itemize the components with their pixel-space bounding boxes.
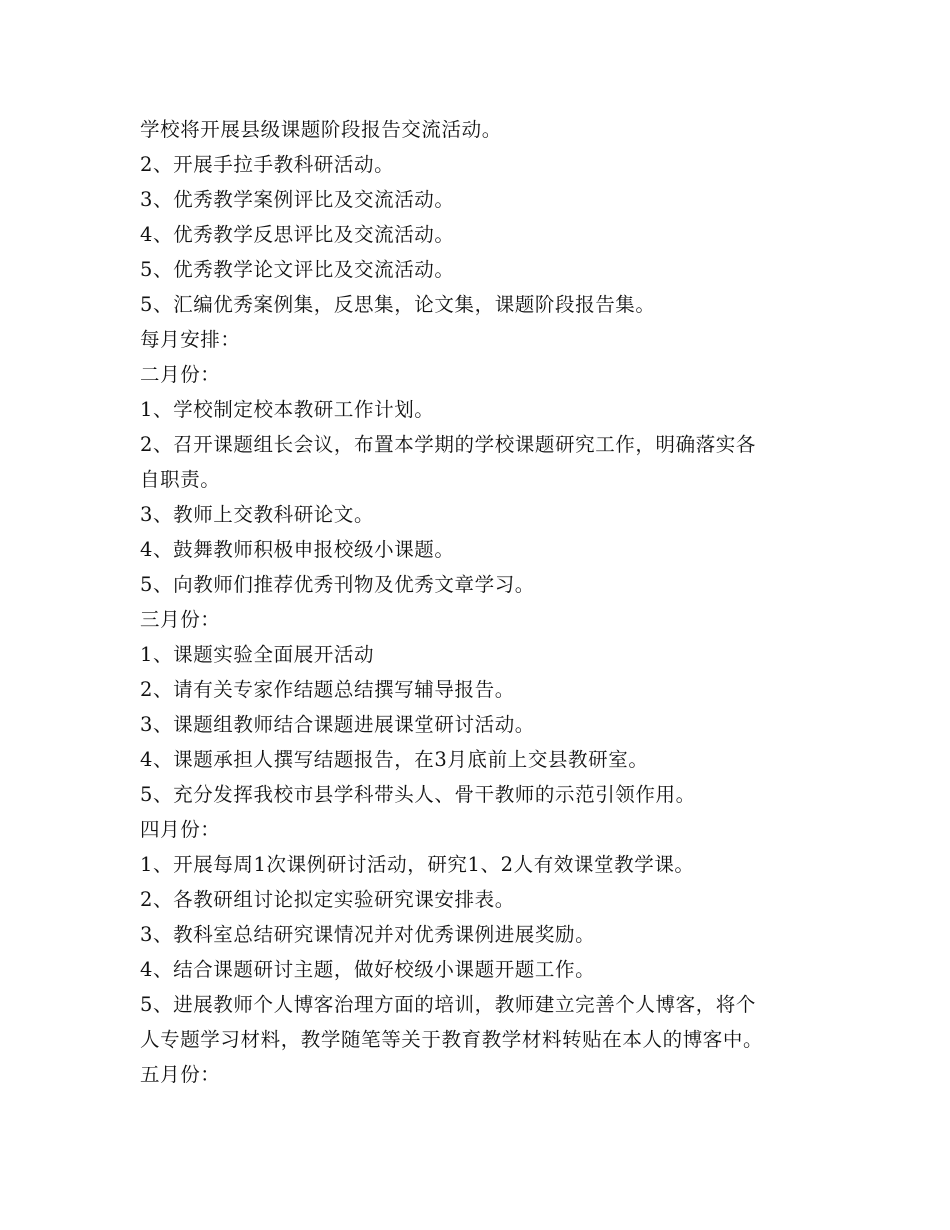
text-line: 5、优秀教学论文评比及交流活动。 (140, 258, 455, 281)
text-line: 2、请有关专家作结题总结撰写辅导报告。 (140, 678, 515, 701)
text-line: 自职责。 (140, 468, 221, 491)
text-line: 2、开展手拉手教科研活动。 (140, 153, 395, 176)
document-body (140, 112, 830, 1092)
month-heading: 五月份： (140, 1063, 221, 1086)
text-line: 5、进展教师个人博客治理方面的培训，教师建立完善个人博客，将个 (140, 993, 757, 1016)
text-line: 人专题学习材料，教学随笔等关于教育教学材料转贴在本人的博客中。 (140, 1028, 764, 1051)
month-heading: 三月份： (140, 608, 221, 631)
text-line: 1、开展每周1次课例研讨活动，研究1、2人有效课堂教学课。 (140, 853, 695, 876)
text-line: 5、汇编优秀案例集，反思集，论文集，课题阶段报告集。 (140, 293, 656, 316)
text-line: 4、鼓舞教师积极申报校级小课题。 (140, 538, 455, 561)
text-line: 5、向教师们推荐优秀刊物及优秀文章学习。 (140, 573, 535, 596)
text-line: 1、学校制定校本教研工作计划。 (140, 398, 435, 421)
text-line: 4、优秀教学反思评比及交流活动。 (140, 223, 455, 246)
section-heading: 每月安排： (140, 328, 241, 351)
month-heading: 二月份： (140, 363, 221, 386)
text-line: 学校将开展县级课题阶段报告交流活动。 (140, 118, 502, 141)
text-line: 5、充分发挥我校市县学科带头人、骨干教师的示范引领作用。 (140, 783, 696, 806)
text-line: 4、课题承担人撰写结题报告，在3月底前上交县教研室。 (140, 748, 649, 771)
text-line: 3、优秀教学案例评比及交流活动。 (140, 188, 455, 211)
text-line: 3、课题组教师结合课题进展课堂研讨活动。 (140, 713, 535, 736)
month-heading: 四月份： (140, 818, 221, 841)
text-line: 4、结合课题研讨主题，做好校级小课题开题工作。 (140, 958, 596, 981)
text-line: 2、各教研组讨论拟定实验研究课安排表。 (140, 888, 515, 911)
text-line: 2、召开课题组长会议，布置本学期的学校课题研究工作，明确落实各 (140, 433, 757, 456)
text-line: 3、教科室总结研究课情况并对优秀课例进展奖励。 (140, 923, 596, 946)
text-line: 3、教师上交教科研论文。 (140, 503, 375, 526)
text-line: 1、课题实验全面展开活动 (140, 643, 375, 666)
